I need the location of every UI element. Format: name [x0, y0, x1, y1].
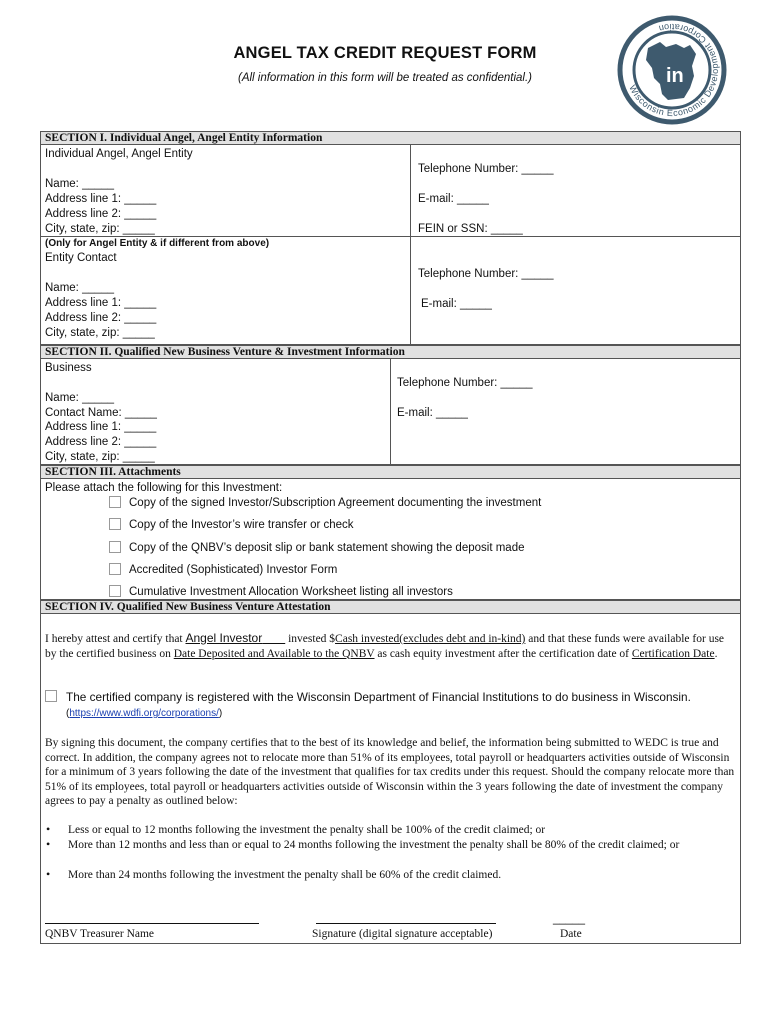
- business-address1-field[interactable]: Address line 1: _____: [45, 421, 157, 433]
- angel-heading: Individual Angel, Angel Entity: [45, 148, 193, 160]
- angel-name-field[interactable]: Name: _____: [45, 178, 115, 190]
- registered-link-wrap: (https://www.wdfi.org/corporations/): [66, 708, 223, 719]
- attest-text-7: .: [714, 647, 718, 660]
- attachment-item-4: Accredited (Sophisticated) Investor Form: [129, 564, 338, 576]
- bullet-3-dot: •: [46, 867, 51, 881]
- attachment-checkbox-5[interactable]: [109, 585, 121, 597]
- entity-city-field[interactable]: City, state, zip: _____: [45, 327, 155, 339]
- angel-address2-field[interactable]: Address line 2: _____: [45, 208, 157, 220]
- attachments-intro: Please attach the following for this Investment:: [45, 482, 283, 494]
- attest-text-4: available for use by the certified business on: [45, 633, 725, 660]
- entity-note: (Only for Angel Entity & if different from above): [45, 238, 270, 249]
- form-subtitle: (All information in this form will be treated as confidential.): [237, 72, 532, 84]
- cash-invested-field[interactable]: Cash invested(excludes debt and in-kind): [335, 633, 526, 645]
- entity-name-field[interactable]: Name: _____: [45, 282, 115, 294]
- attachment-item-5: Cumulative Investment Allocation Worksheet listing all investors: [129, 586, 453, 598]
- business-address2-field[interactable]: Address line 2: _____: [45, 436, 157, 448]
- logo-arc-text: Wisconsin Economic Development Corporation: [627, 21, 721, 119]
- business-city-field[interactable]: City, state, zip: _____: [45, 451, 155, 463]
- attachment-item-3: Copy of the QNBV’s deposit slip or bank statement showing the deposit made: [129, 542, 525, 554]
- signing-paragraph: By signing this document, the company certifies that to the best of its knowledge and belief, the information being submitted to WEDC is true and correct. In addition, the company agrees not to relocate more than 51% of its employees, total payroll or headquarters activities outside of Wisconsin for a minimum of 3 years following the date of the investment that qualifies for tax credits under this request. Should the company relocate more than 51% of its employees, total payroll or headquarters activities outside of Wisconsin within the 3 years following the date of investment the company agrees to pay a penalty as outlined below:: [45, 737, 735, 808]
- treasurer-signature-line[interactable]: [45, 923, 259, 924]
- penalty-bullet-1: Less or equal to 12 months following the investment the penalty shall be 100% of the credit claimed; or: [68, 824, 546, 836]
- entity-address2-field[interactable]: Address line 2: _____: [45, 312, 157, 324]
- bullet-1-dot: •: [46, 822, 51, 836]
- attachment-checkbox-2[interactable]: [109, 518, 121, 530]
- business-contact-field[interactable]: Contact Name: _____: [45, 407, 157, 419]
- logo-mark: in: [666, 65, 684, 87]
- entity-heading: Entity Contact: [45, 252, 117, 264]
- business-heading: Business: [45, 362, 92, 374]
- date-label: Date: [560, 928, 582, 940]
- attachment-checkbox-1[interactable]: [109, 496, 121, 508]
- form-title: ANGEL TAX CREDIT REQUEST FORM: [233, 44, 537, 62]
- certification-date-field[interactable]: Certification Date: [631, 647, 715, 660]
- section-1-heading: SECTION I. Individual Angel, Angel Entity Information: [40, 131, 741, 145]
- angel-city-field[interactable]: City, state, zip: _____: [45, 223, 155, 235]
- angel-address1-field[interactable]: Address line 1: _____: [45, 193, 157, 205]
- angel-fein-field[interactable]: FEIN or SSN: _____: [418, 223, 523, 235]
- attachment-item-1: Copy of the signed Investor/Subscription Agreement documenting the investment: [129, 497, 542, 509]
- registered-checkbox[interactable]: [45, 690, 57, 702]
- bullet-2-dot: •: [46, 837, 51, 851]
- angel-investor-field[interactable]: Angel Investor: [185, 631, 263, 645]
- entity-address1-field[interactable]: Address line 1: _____: [45, 297, 157, 309]
- entity-phone-field[interactable]: Telephone Number: _____: [418, 268, 554, 280]
- attest-text-5: as cash equity investment after the certification: [377, 647, 595, 660]
- date-deposited-field[interactable]: Date Deposited and Available to the QNBV: [173, 647, 375, 660]
- section-4-heading: SECTION IV. Qualified New Business Venture Attestation: [40, 600, 741, 614]
- registered-statement: The certified company is registered with the Wisconsin Department of Financial Institutions to do business in Wisconsin.: [66, 690, 691, 704]
- signature-line[interactable]: [316, 923, 496, 924]
- wdfi-link[interactable]: https://www.wdfi.org/corporations/: [69, 708, 219, 719]
- section-1-row-divider: [40, 236, 741, 237]
- business-email-field[interactable]: E-mail: _____: [397, 407, 468, 419]
- attestation-paragraph: [45, 631, 735, 661]
- attachment-checkbox-4[interactable]: [109, 563, 121, 575]
- attest-text-3: and that these funds were: [528, 633, 646, 645]
- attest-text-2: invested $: [288, 633, 336, 645]
- wedc-logo: [604, 14, 740, 132]
- penalty-bullet-3: More than 24 months following the investment the penalty shall be 60% of the credit claimed.: [68, 869, 502, 881]
- section-3-heading: SECTION III. Attachments: [40, 465, 741, 479]
- entity-email-field[interactable]: E-mail: _____: [421, 298, 492, 310]
- business-name-field[interactable]: Name: _____: [45, 392, 115, 404]
- attachment-item-2: Copy of the Investor’s wire transfer or check: [129, 519, 354, 531]
- section-2-heading: SECTION II. Qualified New Business Venture & Investment Information: [40, 345, 741, 359]
- angel-email-field[interactable]: E-mail: _____: [418, 193, 489, 205]
- attest-text-6: date of: [597, 647, 629, 660]
- section-1-divider: [410, 145, 411, 345]
- treasurer-name-label: QNBV Treasurer Name: [45, 928, 155, 940]
- attachment-checkbox-3[interactable]: [109, 541, 121, 553]
- angel-phone-field[interactable]: Telephone Number: _____: [418, 163, 554, 175]
- attest-text-1: I hereby attest and certify that: [45, 633, 183, 645]
- section-2-divider: [390, 359, 391, 465]
- date-blank-field[interactable]: _____: [553, 913, 585, 925]
- business-phone-field[interactable]: Telephone Number: _____: [397, 377, 533, 389]
- signature-label: Signature (digital signature acceptable): [312, 928, 493, 940]
- penalty-bullet-2: More than 12 months and less than or equal to 24 months following the investment the penalty shall be 80% of the credit claimed; or: [68, 839, 680, 851]
